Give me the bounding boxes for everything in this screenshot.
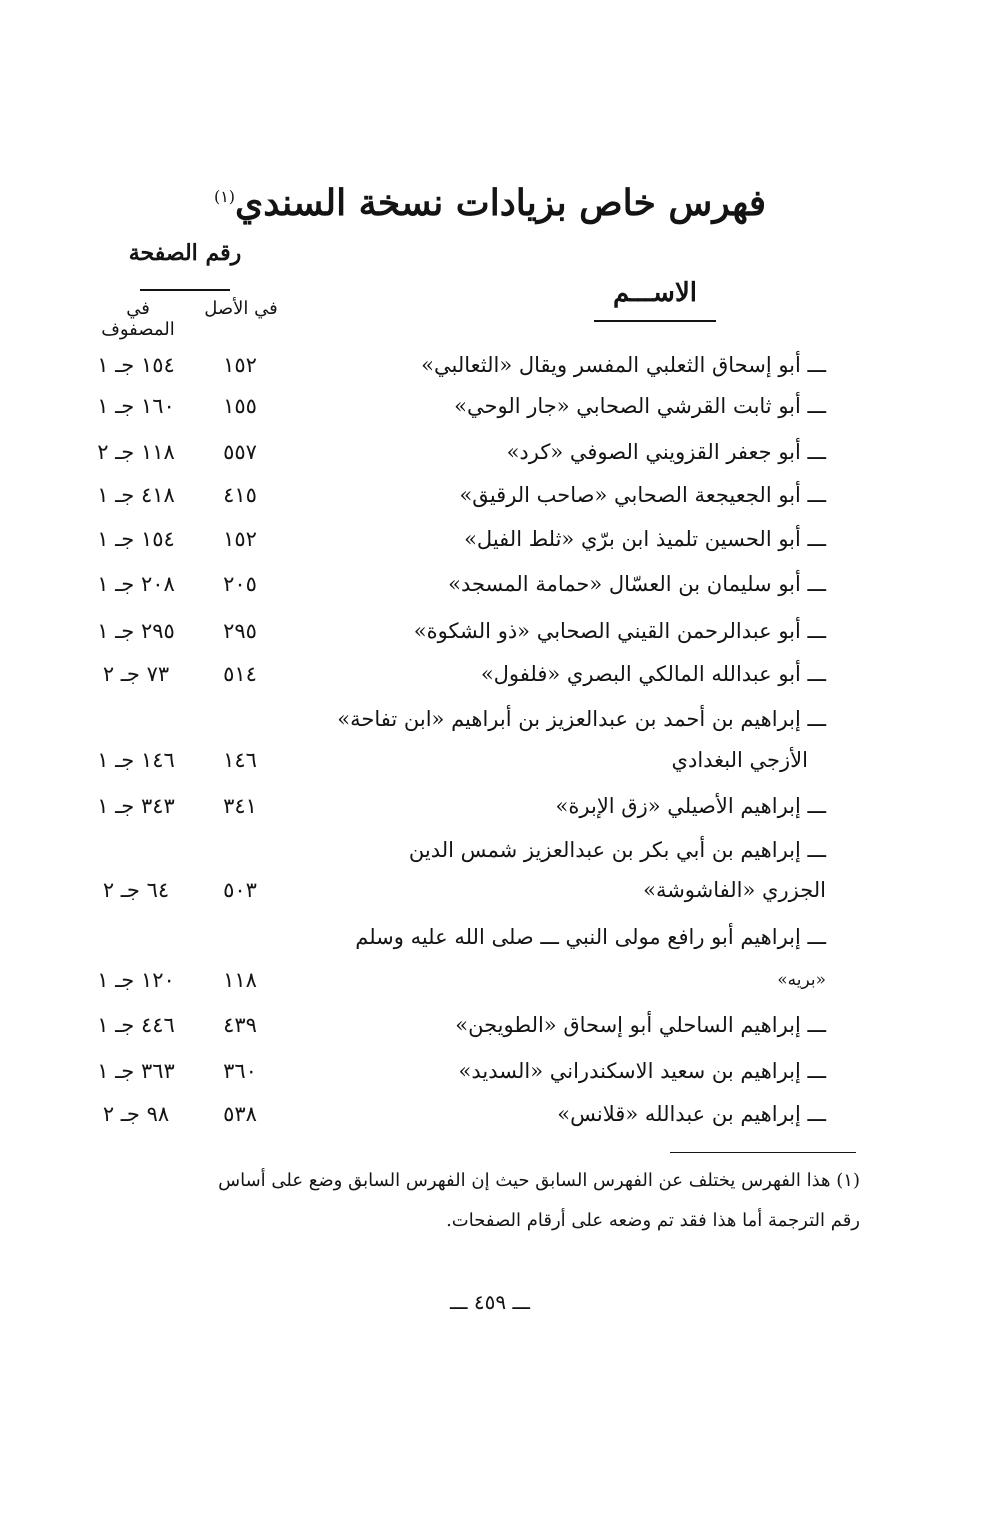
index-row <box>0 345 1006 389</box>
printed-page: ٢٠٨ جـ ١ <box>97 572 175 596</box>
entry-name: ـــ إبراهيم الأصيلي «زق الإبرة» <box>555 794 826 818</box>
printed-page: ٤١٨ جـ ١ <box>97 483 175 507</box>
printed-page: ١٤٦ جـ ١ <box>97 748 175 772</box>
original-page: ٥٠٣ <box>223 878 257 902</box>
original-page: ٢٩٥ <box>223 619 257 643</box>
index-row <box>0 386 1006 430</box>
original-page: ١٥٢ <box>223 353 257 377</box>
index-row <box>0 830 1006 874</box>
printed-page: ٧٣ جـ ٢ <box>102 662 170 686</box>
index-row <box>0 1005 1006 1049</box>
name-heading-underline <box>594 320 716 322</box>
entry-name: ـــ أبو الحسين تلميذ ابن برّي «ثلط الفيل» <box>464 527 826 551</box>
entry-name: ـــ أبو إسحاق الثعلبي المفسر ويقال «الثعالبي» <box>421 353 826 377</box>
entry-name: الأزجي البغدادي <box>671 748 808 772</box>
entry-name: ـــ أبو الجعيجعة الصحابي «صاحب الرقيق» <box>459 483 826 507</box>
entry-name: ـــ أبو سليمان بن العسّال «حمامة المسجد» <box>448 572 826 596</box>
entry-name: ـــ أبو عبدالله المالكي البصري «فلفول» <box>480 662 826 686</box>
index-row <box>0 786 1006 830</box>
entry-name: ـــ إبراهيم بن أبي بكر بن عبدالعزيز شمس الدين <box>408 838 826 862</box>
page-number: ـــ ٤٥٩ ـــ <box>449 1290 531 1314</box>
printed-page: ١٦٠ جـ ١ <box>97 394 175 418</box>
index-row <box>0 432 1006 476</box>
original-page: ١٥٢ <box>223 527 257 551</box>
original-page: ٣٦٠ <box>223 1059 257 1083</box>
entry-name: ـــ إبراهيم بن عبدالله «قلانس» <box>557 1102 826 1126</box>
index-row <box>0 564 1006 608</box>
printed-page: ٣٤٣ جـ ١ <box>97 794 175 818</box>
entry-name: ـــ أبو عبدالرحمن القيني الصحابي «ذو الشكوة» <box>413 619 826 643</box>
index-row <box>0 611 1006 655</box>
printed-page: ٩٨ جـ ٢ <box>102 1102 170 1126</box>
index-row <box>0 870 1006 914</box>
original-page: ٤١٥ <box>223 483 257 507</box>
printed-page: ٢٩٥ جـ ١ <box>97 619 175 643</box>
original-page: ٥٣٨ <box>223 1102 257 1126</box>
footnote-divider <box>670 1152 856 1153</box>
index-row <box>0 960 1006 1004</box>
footnote-line-2: رقم الترجمة أما هذا فقد تم وضعه على أرقام الصفحات. <box>446 1210 860 1231</box>
entry-name: ـــ إبراهيم بن سعيد الاسكندراني «السديد» <box>458 1059 826 1083</box>
original-page: ١٤٦ <box>223 748 257 772</box>
printed-column-heading: في المصفوف <box>101 298 175 340</box>
page-title: فهرس خاص بزيادات نسخة السندي$^{(١)}$ <box>213 182 767 224</box>
original-page: ٥١٤ <box>223 662 257 686</box>
entry-name: ـــ إبراهيم الساحلي أبو إسحاق «الطويجن» <box>455 1013 826 1037</box>
entry-name: ـــ إبراهيم أبو رافع مولى النبي ـــ صلى الله عليه وسلم <box>355 925 826 949</box>
entry-name: الجزري «الفاشوشة» <box>643 878 826 902</box>
printed-page: ٦٤ جـ ٢ <box>102 878 170 902</box>
original-page: ٢٠٥ <box>223 572 257 596</box>
footnote-marker: (١) <box>213 187 236 206</box>
index-row <box>0 475 1006 519</box>
printed-page: ١٥٤ جـ ١ <box>97 353 175 377</box>
original-page: ٥٥٧ <box>223 440 257 464</box>
entry-name: «بريه» <box>777 970 826 990</box>
footnote-line-1: (١) هذا الفهرس يختلف عن الفهرس السابق حيث إن الفهرس السابق وضع على أساس <box>218 1170 860 1191</box>
entry-name: ـــ أبو جعفر القزويني الصوفي «كرد» <box>506 440 826 464</box>
original-page: ٣٤١ <box>223 794 257 818</box>
printed-page: ١٢٠ جـ ١ <box>97 968 175 992</box>
entry-name: ـــ إبراهيم بن أحمد بن عبدالعزيز بن أبراهيم «ابن تفاحة» <box>337 707 826 731</box>
page-number-heading: رقم الصفحة <box>128 240 242 266</box>
index-row <box>0 1094 1006 1138</box>
printed-page: ١٥٤ جـ ١ <box>97 527 175 551</box>
original-page: ١٥٥ <box>223 394 257 418</box>
index-row <box>0 654 1006 698</box>
original-page: ١١٨ <box>223 968 257 992</box>
index-row <box>0 917 1006 961</box>
printed-page: ٣٦٣ جـ ١ <box>97 1059 175 1083</box>
printed-page: ١١٨ جـ ٢ <box>97 440 175 464</box>
name-column-heading: الاســـم <box>613 278 697 308</box>
index-row <box>0 1051 1006 1095</box>
original-column-heading: في الأصل <box>204 298 278 319</box>
printed-page: ٤٤٦ جـ ١ <box>97 1013 175 1037</box>
index-row <box>0 519 1006 563</box>
heading-underline <box>140 289 230 291</box>
index-row <box>0 740 1006 784</box>
entry-name: ـــ أبو ثابت القرشي الصحابي «جار الوحي» <box>454 394 826 418</box>
original-page: ٤٣٩ <box>223 1013 257 1037</box>
index-row <box>0 699 1006 743</box>
